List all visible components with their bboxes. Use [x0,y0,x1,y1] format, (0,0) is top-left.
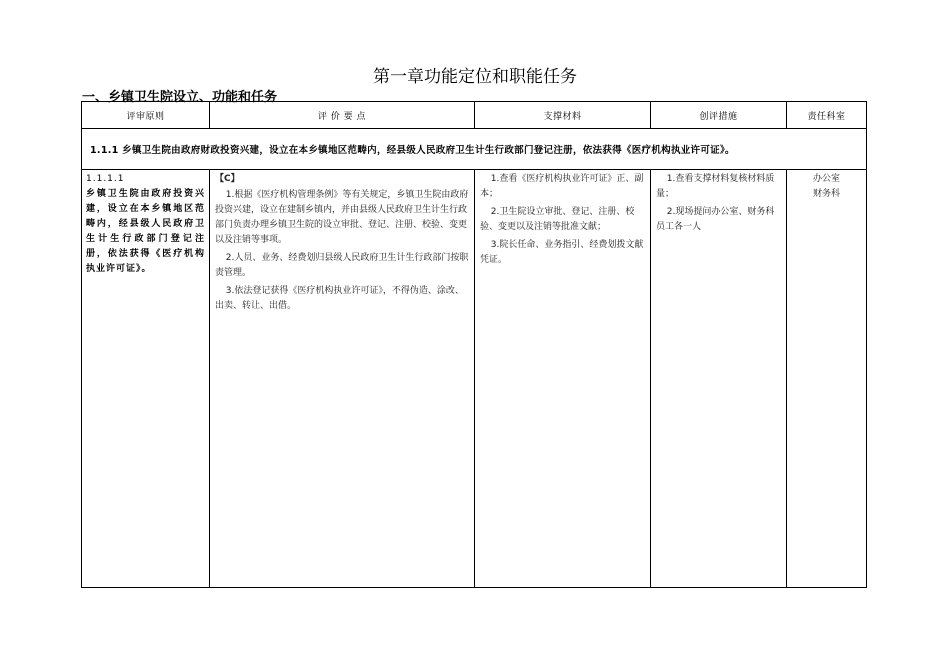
evaluation-table [81,101,867,588]
header-principle: 评审原则 [82,102,210,129]
key-point-item: 2.人员、业务、经费划归县级人民政府卫生计生行政部门按职责管理。 [215,253,469,278]
measures-cell [651,170,787,588]
header-department: 责任科室 [787,102,867,129]
grade-badge: 【C】 [215,174,240,184]
principle-cell [82,170,210,588]
table-row [82,170,867,588]
department-cell [787,170,867,588]
header-materials: 支撑材料 [475,102,651,129]
material-item: 2.卫生院设立审批、登记、注册、校验、变更以及注销等批准文献； [480,207,635,232]
header-key-points: 评 价 要 点 [210,102,475,129]
material-item: 1.查看《医疗机构执业许可证》正、副本； [480,174,644,199]
table-header-row [82,102,867,129]
material-item: 3.院长任命、业务指引、经费划拨文献凭证。 [480,240,644,265]
section-heading: 一、乡镇卫生院设立、功能和任务 [82,90,278,105]
materials-cell [475,170,651,588]
key-points-cell [210,170,475,588]
header-measures: 创评措施 [651,102,787,129]
key-point-item: 3.依法登记获得《医疗机构执业许可证》，不得伪造、涂改、出卖、转让、出借。 [215,286,464,311]
rule-text: 1.1.1 乡镇卫生院由政府财政投资兴建，设立在本乡镇地区范畴内，经县级人民政府卫生计生行政部门登记注册，依法获得《医疗机构执业许可证》。 [82,129,867,170]
principle-text: 乡镇卫生院由政府投资兴建，设立在本乡镇地区范畴内，经县级人民政府卫生计生行政部门登记注册，依法获得《医疗机构执业许可证》。 [86,189,205,274]
department-item: 财务科 [812,189,840,199]
department-item: 办公室 [812,174,840,184]
measure-item: 1.查看支撑材料复核材料质量； [656,174,775,199]
measure-item: 2.现场提问办公室、财务科员工各一人 [656,207,775,232]
key-point-item: 1.根据《医疗机构管理条例》等有关规定，乡镇卫生院由政府投资兴建，设立在建制乡镇内，并由县级人民政府卫生计生行政部门负责办理乡镇卫生院的设立审批、登记、注册、校验、变更以及注销等事项。 [215,190,469,245]
rule-row [82,129,867,170]
principle-number: 1.1.1.1 [86,174,125,184]
page-title: 第一章功能定位和职能任务 [373,67,577,87]
